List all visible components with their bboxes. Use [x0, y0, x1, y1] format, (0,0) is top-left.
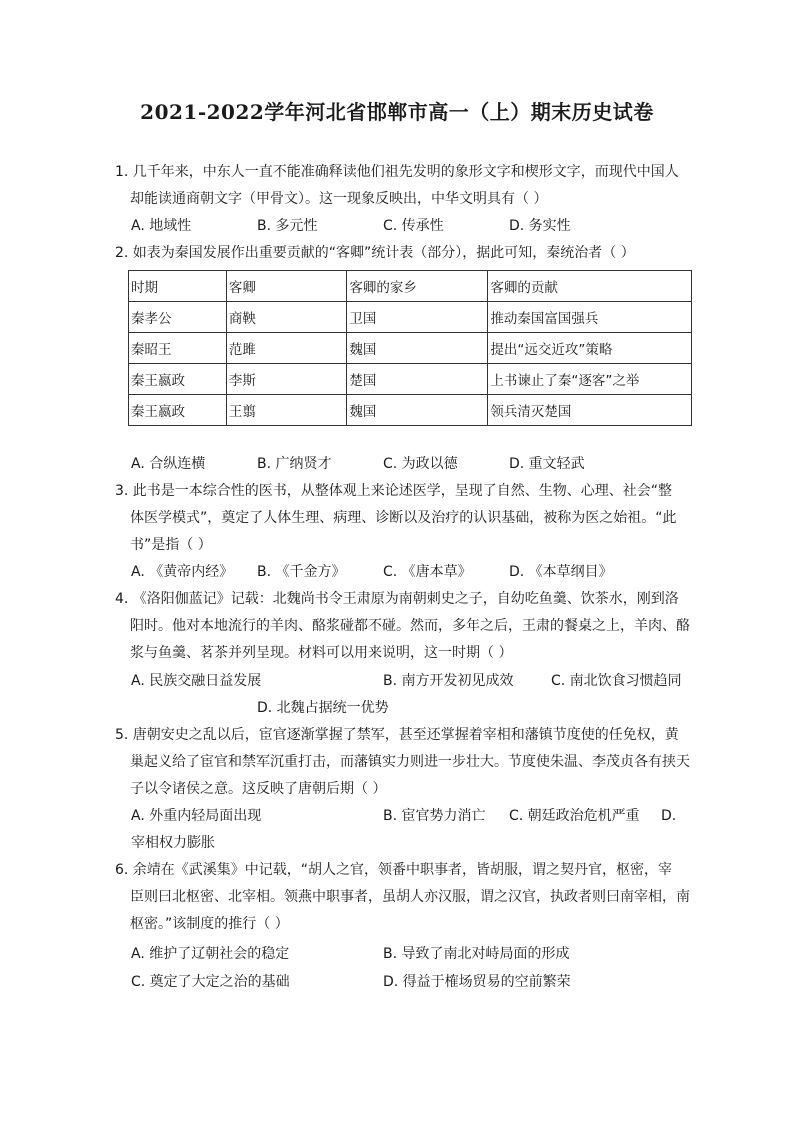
table-cell: 范雎 — [226, 333, 346, 364]
q6-option-c: C. 奠定了大定之治的基础 — [131, 974, 290, 990]
table-cell: 魏国 — [347, 333, 488, 364]
q2-option-d: D. 重文轻武 — [509, 456, 585, 472]
table-cell: 推动秦国富国强兵 — [488, 302, 692, 333]
q6-option-b: B. 导致了南北对峙局面的形成 — [383, 946, 570, 962]
q1-option-d: D. 务实性 — [509, 218, 571, 234]
q4-stem-line-2: 阳时。他对本地流行的羊肉、酪浆碰都不碰。然而，多年之后，王肃的餐桌之上，羊肉、酪 — [130, 618, 690, 634]
table-header-cell: 客卿的贡献 — [488, 271, 692, 302]
q4-stem-line-1: 4. 《洛阳伽蓝记》记载：北魏尚书令王肃原为南朝刺史之子，自幼吃鱼羹、饮茶水，刚到洛 — [115, 591, 679, 607]
q2-option-c: C. 为政以德 — [383, 456, 458, 472]
table-cell: 上书谏止了秦“逐客”之举 — [488, 364, 692, 395]
q4-option-b: B. 南方开发初见成效 — [383, 673, 514, 689]
q4-option-a: A. 民族交融日益发展 — [131, 673, 262, 689]
q3-option-b: B. 《千金方》 — [257, 564, 346, 580]
q5-option-a: A. 外重内轻局面出现 — [131, 808, 262, 824]
table-header-row — [129, 271, 692, 302]
table-header-cell: 时期 — [129, 271, 227, 302]
table-cell: 秦王嬴政 — [129, 364, 227, 395]
q3-option-d: D. 《本草纲目》 — [509, 564, 613, 580]
q5-option-d-text: 宰相权力膨胀 — [131, 835, 215, 851]
q4-option-c: C. 南北饮食习惯趋同 — [551, 673, 682, 689]
q4-option-d: D. 北魏占据统一优势 — [257, 700, 389, 716]
q3-stem-line-3: 书”是指（ ） — [130, 537, 212, 553]
table-header-cell: 客卿的家乡 — [347, 271, 488, 302]
q1-option-c: C. 传承性 — [383, 218, 444, 234]
q5-stem-line-3: 子以令诸侯之意。这反映了唐朝后期（ ） — [130, 781, 387, 797]
q5-option-d-label: D. — [661, 808, 677, 824]
q5-option-b: B. 宦官势力消亡 — [383, 808, 486, 824]
table-cell: 楚国 — [347, 364, 488, 395]
q3-stem-line-2: 体医学模式”，奠定了人体生理、病理、诊断以及治疗的认识基础，被称为医之始祖。“此 — [130, 510, 677, 526]
table-row — [129, 364, 692, 395]
q1-stem-line-1: 1. 几千年来，中东人一直不能准确释读他们祖先发明的象形文字和楔形文字，而现代中国人 — [115, 164, 679, 180]
page-title: 2021-2022学年河北省邯郸市高一（上）期末历史试卷 — [140, 100, 654, 124]
table-header-cell: 客卿 — [226, 271, 346, 302]
q2-option-a: A. 合纵连横 — [131, 456, 206, 472]
q5-stem-line-1: 5. 唐朝安史之乱以后，宦官逐渐掌握了禁军，甚至还掌握着宰相和藩镇节度使的任免权，黄 — [115, 727, 679, 743]
q6-stem-line-2: 臣则曰北枢密、北宰相。领燕中职事者，虽胡人亦汉服，谓之汉官，执政者则曰南宰相，南 — [130, 889, 690, 905]
table-row — [129, 333, 692, 364]
q4-stem-line-3: 浆与鱼羹、茗茶并列呈现。材料可以用来说明，这一时期（ ） — [130, 645, 513, 661]
q6-option-a: A. 维护了辽朝社会的稳定 — [131, 946, 290, 962]
table-cell: 卫国 — [347, 302, 488, 333]
table-cell: 魏国 — [347, 395, 488, 426]
table-row — [129, 302, 692, 333]
q5-stem-line-2: 巢起义给了宦官和禁军沉重打击，而藩镇实力则进一步壮大。节度使朱温、李茂贞各有挟天 — [130, 754, 690, 770]
q3-option-a: A. 《黄帝内经》 — [131, 564, 234, 580]
q6-stem-line-1: 6. 余靖在《武溪集》中记载，“胡人之官，领番中职事者，皆胡服，谓之契丹官，枢密，宰 — [115, 862, 673, 878]
table-cell: 李斯 — [226, 364, 346, 395]
q5-option-c: C. 朝廷政治危机严重 — [509, 808, 640, 824]
q1-stem-line-2: 却能读通商朝文字（甲骨文）。这一现象反映出，中华文明具有（ ） — [130, 191, 548, 207]
table-cell: 秦王嬴政 — [129, 395, 227, 426]
table-cell: 领兵清灭楚国 — [488, 395, 692, 426]
q6-option-d: D. 得益于榷场贸易的空前繁荣 — [383, 974, 571, 990]
q6-stem-line-3: 枢密。”该制度的推行（ ） — [130, 916, 289, 932]
q2-table — [128, 270, 692, 426]
table-cell: 王翦 — [226, 395, 346, 426]
q2-option-b: B. 广纳贤才 — [257, 456, 332, 472]
table-cell: 秦孝公 — [129, 302, 227, 333]
table-cell: 提出“远交近攻”策略 — [488, 333, 692, 364]
table-cell: 秦昭王 — [129, 333, 227, 364]
table-cell: 商鞅 — [226, 302, 346, 333]
q1-option-b: B. 多元性 — [257, 218, 318, 234]
q3-option-c: C. 《唐本草》 — [383, 564, 472, 580]
table-row — [129, 395, 692, 426]
q2-stem-line-1: 2. 如表为秦国发展作出重要贡献的“客卿”统计表（部分），据此可知，秦统治者（ ） — [115, 245, 635, 261]
q1-option-a: A. 地域性 — [131, 218, 192, 234]
q3-stem-line-1: 3. 此书是一本综合性的医书，从整体观上来论述医学，呈现了自然、生物、心理、社会“整 — [115, 483, 673, 499]
